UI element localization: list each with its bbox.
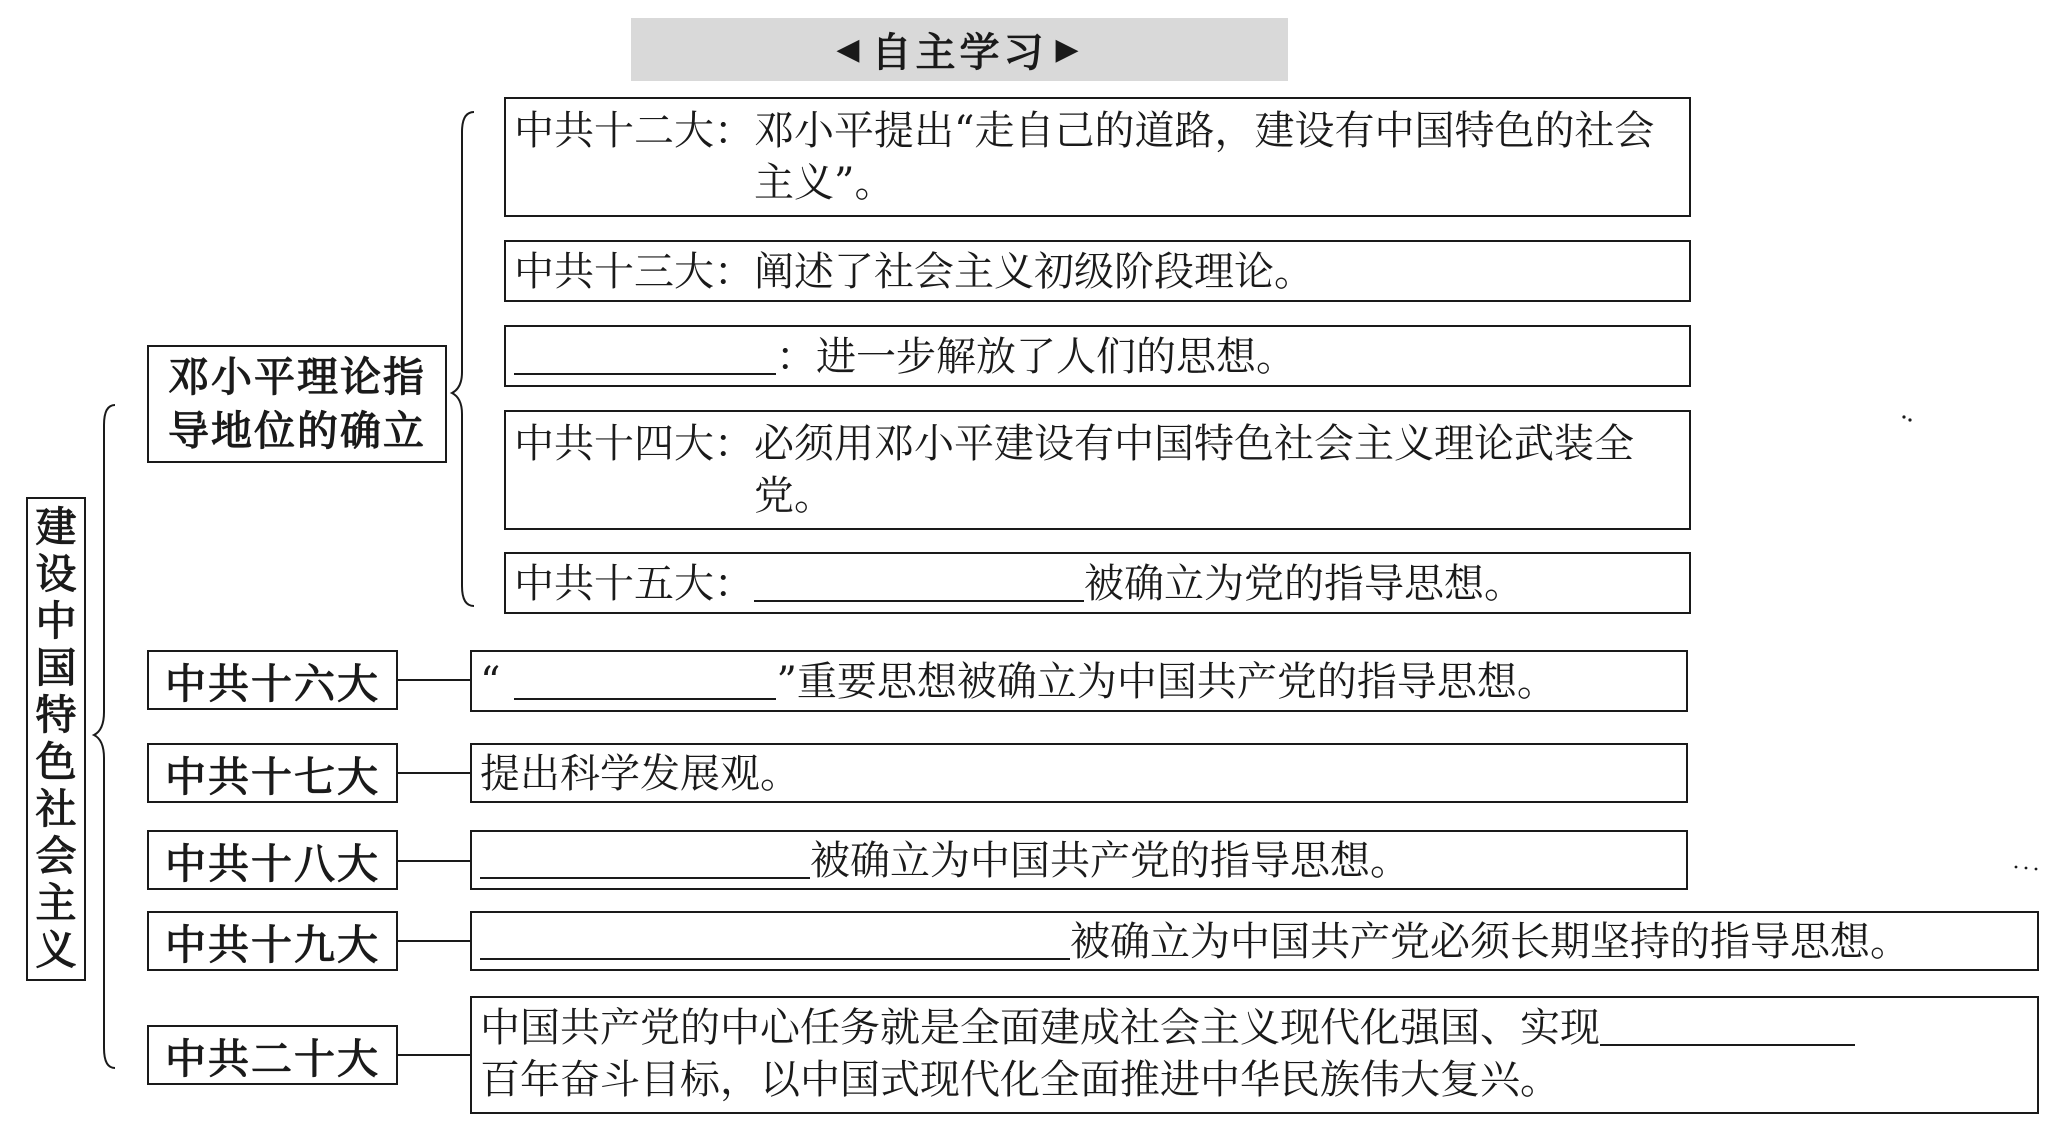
item-key: 中共十二大： (514, 108, 754, 154)
content-text-line2: 百年奋斗目标，以中国式现代化全面推进中华民族伟大复兴。 (480, 1057, 1560, 1103)
stray-mark (2015, 866, 2018, 869)
fill-in-blank[interactable] (514, 656, 776, 700)
label-17th-congress: 中共十七大 (147, 743, 398, 803)
root-char: 主 (35, 879, 77, 927)
content-text-line1: 中国共产党的中心任务就是全面建成社会主义现代化强国、实现 (480, 1005, 1600, 1051)
root-char: 设 (35, 550, 77, 598)
fill-in-blank[interactable] (754, 558, 1084, 602)
item-15th-congress (504, 552, 1691, 614)
item-text: 邓小平提出“走自己的道路，建设有中国特色的社会主义”。 (754, 108, 1655, 206)
content-18th-congress (470, 830, 1688, 890)
stray-mark (1902, 415, 1905, 418)
inner-brace (452, 112, 474, 606)
root-char: 建 (35, 503, 77, 551)
fill-in-blank[interactable] (1600, 1002, 1855, 1046)
stray-mark (1908, 418, 1911, 421)
root-char: 特 (35, 691, 77, 739)
item-text: ：进一步解放了人们的思想。 (776, 334, 1296, 380)
root-char: 色 (35, 738, 77, 786)
label-20th-congress: 中共二十大 (147, 1025, 398, 1085)
content-17th-congress (470, 743, 1688, 803)
fill-in-blank[interactable] (480, 916, 1070, 960)
content-16th-congress (470, 650, 1688, 712)
item-13th-congress (504, 240, 1691, 302)
item-key: 中共十五大： (514, 561, 754, 607)
root-char: 国 (35, 644, 77, 692)
right-triangle-icon: ▶ (1055, 32, 1083, 67)
item-key: 中共十四大： (514, 421, 754, 467)
content-text: 被确立为中国共产党的指导思想。 (810, 838, 1410, 884)
fill-in-blank[interactable] (480, 835, 810, 879)
banner-title: 自主学习 (871, 30, 1048, 76)
item-text: 阐述了社会主义初级阶段理论。 (754, 249, 1314, 295)
item-key: 中共十三大： (514, 249, 754, 295)
item-text: 被确立为党的指导思想。 (1084, 561, 1524, 607)
label-19th-congress: 中共十九大 (147, 911, 398, 971)
quote-open: “ (480, 659, 501, 705)
label-18th-congress: 中共十八大 (147, 830, 398, 890)
content-text: 被确立为中国共产党必须长期坚持的指导思想。 (1070, 919, 1910, 965)
item-14th-congress (504, 410, 1691, 530)
root-label (26, 497, 86, 981)
label-16th-congress: 中共十六大 (147, 650, 398, 710)
content-19th-congress (470, 911, 2039, 971)
deng-label-line2: 导地位的确立 (168, 407, 426, 455)
stray-mark (2035, 868, 2038, 871)
item-blank-congress (504, 325, 1691, 387)
root-char: 义 (35, 926, 77, 974)
deng-theory-label (147, 345, 447, 463)
deng-label-line1: 邓小平理论指 (168, 353, 426, 401)
fill-in-blank[interactable] (514, 331, 776, 375)
outer-brace (94, 405, 115, 1068)
root-char: 中 (35, 597, 77, 645)
content-20th-congress (470, 996, 2039, 1114)
content-text: 提出科学发展观。 (480, 751, 800, 797)
root-char: 社 (35, 785, 77, 833)
left-triangle-icon: ◀ (836, 32, 864, 67)
root-char: 会 (35, 832, 77, 880)
content-text: ”重要思想被确立为中国共产党的指导思想。 (776, 659, 1557, 705)
stray-mark (2025, 867, 2028, 870)
item-12th-congress (504, 97, 1691, 217)
item-text: 必须用邓小平建设有中国特色社会主义理论武装全党。 (754, 421, 1634, 519)
section-banner (631, 18, 1288, 81)
